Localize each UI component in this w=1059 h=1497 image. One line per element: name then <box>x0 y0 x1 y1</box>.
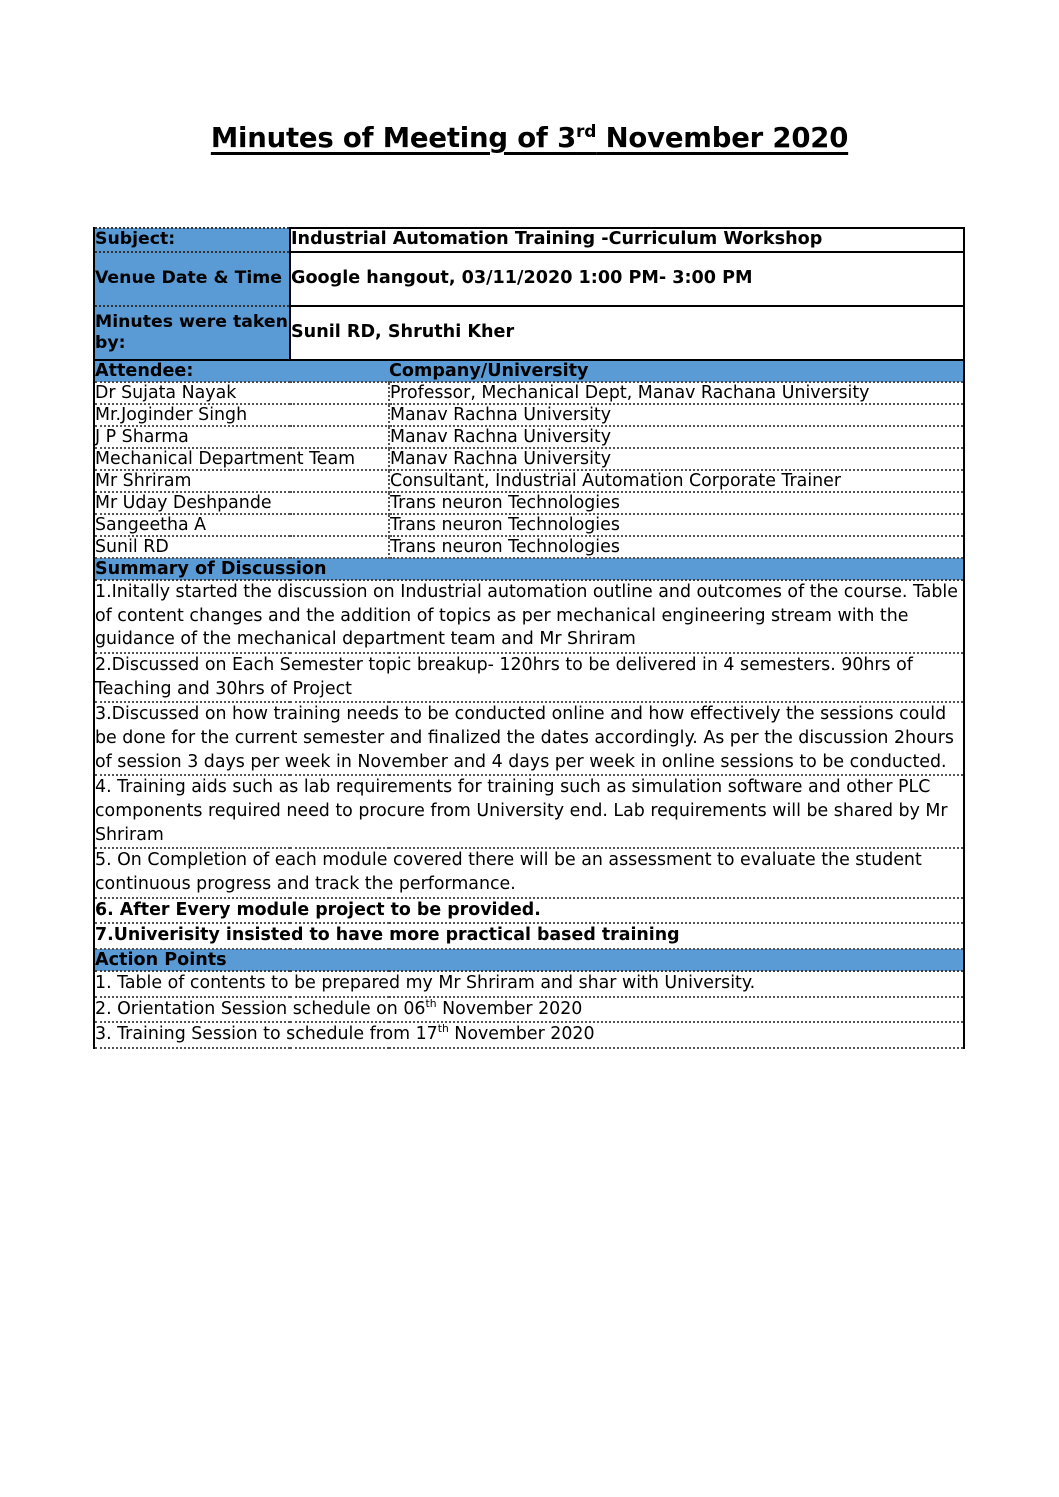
table-row <box>94 448 964 470</box>
subject-label: Subject: <box>94 228 290 252</box>
title-suffix: November 2020 <box>596 122 849 154</box>
venue-value: Google hangout, 03/11/2020 1:00 PM- 3:00 PM <box>290 252 964 306</box>
summary-item-1: 1.Initally started the discussion on Industrial automation outline and outcomes of the course. Table of content changes and the addition of topics as per mechanical engineering stream with the guidance of the mechanical department team and Mr Shriram <box>94 580 964 653</box>
action-item-3 <box>94 1022 964 1048</box>
summary-item-6: 6. After Every module project to be provided. <box>94 898 964 924</box>
title-prefix: Minutes of Meeting of 3 <box>210 122 577 154</box>
attendee-name: Mr Shriram <box>94 470 389 492</box>
table-row <box>94 382 964 404</box>
summary-item-5: 5. On Completion of each module covered there will be an assessment to evaluate the student continuous progress and track the performance. <box>94 848 964 897</box>
table-row <box>94 470 964 492</box>
summary-of-discussion-heading: Summary of Discussion <box>94 558 964 580</box>
attendee-organization: Manav Rachna University <box>389 426 964 448</box>
action-item-3-suffix: November 2020 <box>448 1024 595 1045</box>
attendee-name: Mr Uday Deshpande <box>94 492 389 514</box>
minutes-taken-by-value: Sunil RD, Shruthi Kher <box>290 306 964 360</box>
attendee-name: Dr Sujata Nayak <box>94 382 389 404</box>
minutes-taken-by-label: Minutes were taken by: <box>94 306 290 360</box>
attendee-organization: Manav Rachna University <box>389 404 964 426</box>
summary-item-4: 4. Training aids such as lab requirements for training such as simulation software and other PLC components required need to procure from University end. Lab requirements will be shared by Mr Shriram <box>94 775 964 848</box>
table-row <box>94 426 964 448</box>
table-row <box>94 898 964 924</box>
company-column-header: Company/University <box>389 360 964 382</box>
action-item-2 <box>94 997 964 1023</box>
attendee-organization: Trans neuron Technologies <box>389 514 964 536</box>
action-item-1: 1. Table of contents to be prepared my Mr Shriram and shar with University. <box>94 971 964 997</box>
subject-value: Industrial Automation Training -Curriculum Workshop <box>290 228 964 252</box>
table-row <box>94 653 964 702</box>
action-points-heading: Action Points <box>94 949 964 971</box>
attendee-organization: Professor, Mechanical Dept, Manav Rachana University <box>389 382 964 404</box>
action-item-2-prefix: 2. Orientation Session schedule on 06 <box>95 998 426 1019</box>
summary-item-2: 2.Discussed on Each Semester topic breakup- 120hrs to be delivered in 4 semesters. 90hrs of Teaching and 30hrs of Project <box>94 653 964 702</box>
table-row-venue <box>94 252 964 306</box>
table-row <box>94 923 964 949</box>
table-row <box>94 580 964 653</box>
table-row <box>94 404 964 426</box>
table-row <box>94 848 964 897</box>
attendee-name: Sangeetha A <box>94 514 389 536</box>
attendee-organization: Consultant, Industrial Automation Corporate Trainer <box>389 470 964 492</box>
summary-item-3: 3.Discussed on how training needs to be conducted online and how effectively the sessions could be done for the current semester and finalized the dates accordingly. As per the discussion 2hours of session 3 days per week in November and 4 days per week in online sessions to be conducted. <box>94 702 964 775</box>
table-row <box>94 775 964 848</box>
attendee-name: J P Sharma <box>94 426 389 448</box>
attendee-organization: Trans neuron Technologies <box>389 536 964 558</box>
action-item-3-ordinal: th <box>437 1022 449 1036</box>
action-item-2-ordinal: th <box>425 996 437 1010</box>
table-row-minutes-taken-by <box>94 306 964 360</box>
table-row <box>94 536 964 558</box>
table-row <box>94 971 964 997</box>
table-row <box>94 702 964 775</box>
action-item-2-suffix: November 2020 <box>436 998 583 1019</box>
attendee-name: Sunil RD <box>94 536 389 558</box>
page-title <box>0 122 1059 154</box>
section-header-summary <box>94 558 964 580</box>
attendee-organization: Manav Rachna University <box>389 448 964 470</box>
summary-item-7: 7.Univerisity insisted to have more practical based training <box>94 923 964 949</box>
venue-label: Venue Date & Time <box>94 252 290 306</box>
table-row <box>94 997 964 1023</box>
table-row-subject <box>94 228 964 252</box>
title-ordinal-suffix: rd <box>576 121 597 142</box>
action-item-3-prefix: 3. Training Session to schedule from 17 <box>95 1024 438 1045</box>
table-header-attendees <box>94 360 964 382</box>
attendee-column-header: Attendee: <box>94 360 389 382</box>
table-row <box>94 1022 964 1048</box>
table-row <box>94 492 964 514</box>
attendee-organization: Trans neuron Technologies <box>389 492 964 514</box>
attendee-name: Mr.Joginder Singh <box>94 404 389 426</box>
section-header-action-points <box>94 949 964 971</box>
table-row <box>94 514 964 536</box>
minutes-of-meeting-table <box>93 227 965 1049</box>
attendee-name: Mechanical Department Team <box>94 448 389 470</box>
